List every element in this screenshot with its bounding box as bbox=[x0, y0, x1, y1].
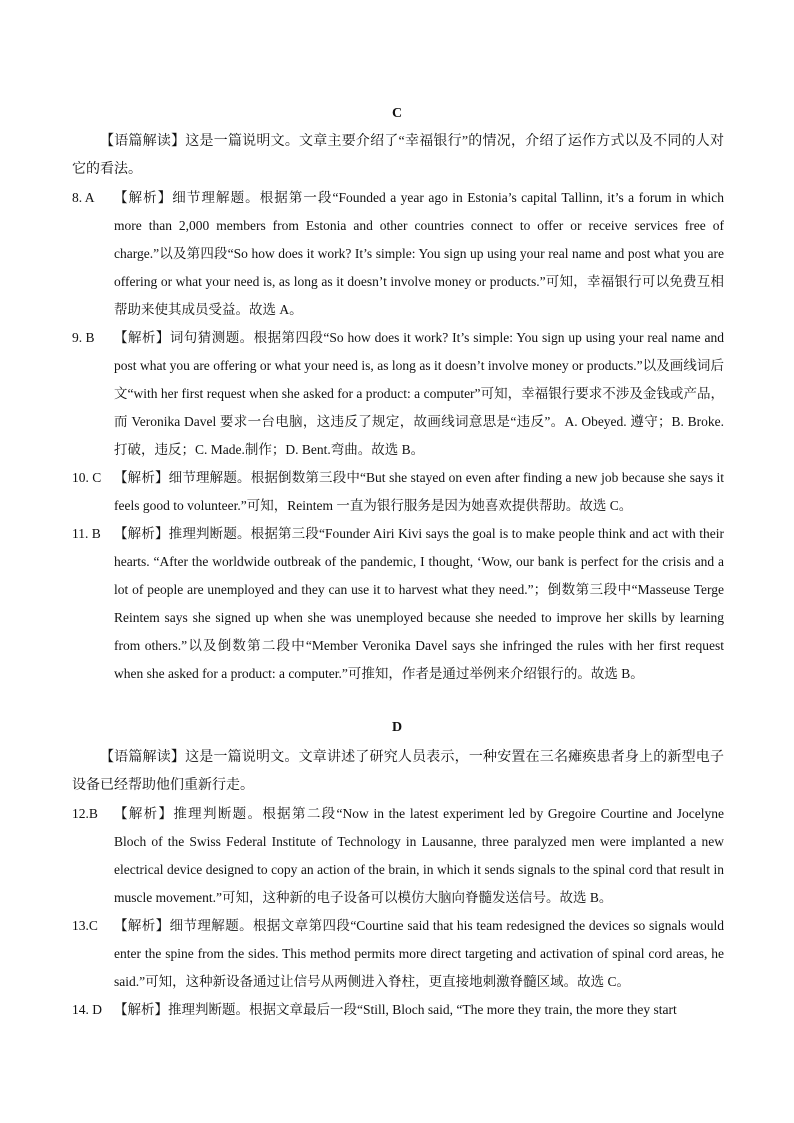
answer-item-14 bbox=[72, 996, 724, 1024]
answer-item-13 bbox=[72, 912, 724, 996]
answer-explanation: 【解析】词句猜测题。根据第四段“So how does it work? It’s simple: You sign up using your real name and post what you are offering or what your need is, as long as it doesn’t involve money or products.”以及画线词后文“with her first request when she asked for a product: a computer”可知，幸福银行要求不涉及金钱或产品，而 Veronika Davel 要求一台电脑，这违反了规定，故画线词意思是“违反”。A. Obeyed. 遵守；B. Broke.打破，违反；C. Made.制作；D. Bent.弯曲。故选 B。 bbox=[114, 330, 724, 457]
answer-item-9 bbox=[72, 324, 724, 464]
answer-item-8 bbox=[72, 184, 724, 324]
answer-explanation: 【解析】推理判断题。根据文章最后一段“Still, Bloch said, “The more they train, the more they start bbox=[114, 1002, 677, 1017]
answer-number: 14. D bbox=[72, 1002, 102, 1017]
section-d-heading: D bbox=[391, 720, 403, 735]
answer-number: 12.B bbox=[72, 806, 98, 821]
answer-number: 13.C bbox=[72, 918, 98, 933]
answer-explanation: 【解析】细节理解题。根据文章第四段“Courtine said that his team redesigned the devices so signals would enter the spine from the sides. This method permits more direct targeting and activation of spinal cord areas, he said.”可知，这种新设备通过让信号从两侧进入脊柱，更直接地刺激脊髓区域。故选 C。 bbox=[114, 918, 724, 989]
answer-explanation: 【解析】细节理解题。根据倒数第三段中“But she stayed on even after finding a new job because she says it feels good to volunteer.”可知，Reintem 一直为银行服务是因为她喜欢提供帮助。故选 C。 bbox=[114, 470, 724, 513]
answer-item-12 bbox=[72, 800, 724, 912]
section-c-heading: C bbox=[391, 106, 403, 121]
answer-explanation: 【解析】推理判断题。根据第三段“Founder Airi Kivi says the goal is to make people think and act with their hearts. “After the worldwide outbreak of the pandemic, I thought, ‘Wow, our bank is perfect for the crisis and a lot of people are unemployed and they can use it to harvest what they need.”；倒数第三段中“Masseuse Terge Reintem says she signed up when she was unemployed because she needed to improve her skills by learning from others.”以及倒数第二段中“Member Veronika Davel says she infringed the rules with her first request when she asked for a product: a computer.”可推知，作者是通过举例来介绍银行的。故选 B。 bbox=[114, 526, 724, 681]
answer-explanation: 【解析】细节理解题。根据第一段“Founded a year ago in Estonia’s capital Tallinn, it’s a forum in which more than 2,000 members from Estonia and other countries connect to offer or receive services free of charge.”以及第四段“So how does it work? It’s simple: You sign up using your real name and post what you are offering or what your need is, as long as it doesn’t involve money or products.”可知，幸福银行可以免费互相帮助来使其成员受益。故选 A。 bbox=[114, 190, 724, 317]
answer-number: 10. C bbox=[72, 470, 102, 485]
answer-item-11 bbox=[72, 520, 724, 688]
answer-item-10 bbox=[72, 464, 724, 520]
answer-number: 8. A bbox=[72, 190, 95, 205]
section-d-intro: 【语篇解读】这是一篇说明文。文章讲述了研究人员表示，一种安置在三名瘫痪患者身上的新型电子设备已经帮助他们重新行走。 bbox=[72, 750, 724, 793]
answer-number: 11. B bbox=[72, 526, 101, 541]
answer-explanation: 【解析】推理判断题。根据第二段“Now in the latest experiment led by Gregoire Courtine and Jocelyne Bloch of the Swiss Federal Institute of Technology in Lausanne, three paralyzed men were implanted a new electrical device designed to copy an action of the brain, in which it sends signals to the spinal cord that result in muscle movement.”可知，这种新的电子设备可以模仿大脑向脊髓发送信号。故选 B。 bbox=[114, 806, 724, 905]
answer-number: 9. B bbox=[72, 330, 95, 345]
section-c-intro: 【语篇解读】这是一篇说明文。文章主要介绍了“幸福银行”的情况，介绍了运作方式以及不同的人对它的看法。 bbox=[72, 134, 724, 177]
